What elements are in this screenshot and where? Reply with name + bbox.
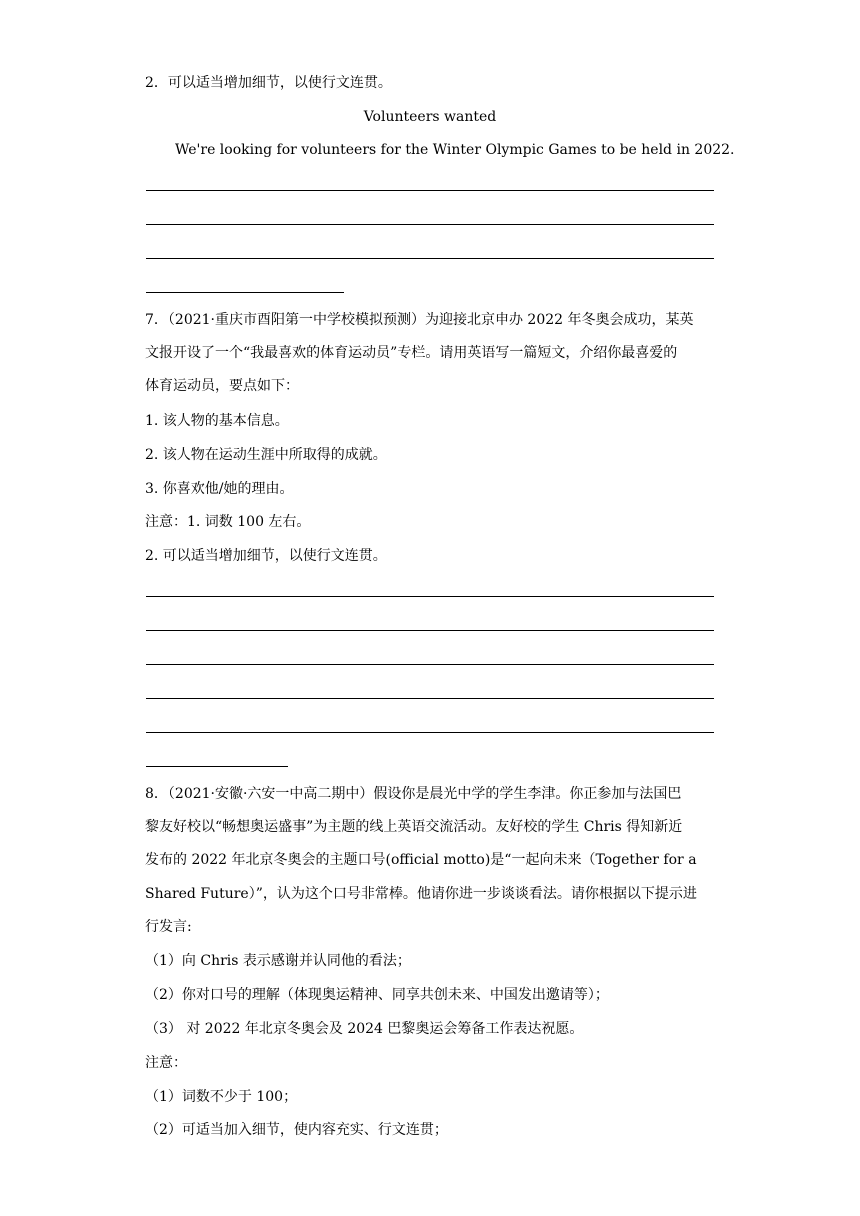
answer-line [146, 258, 714, 259]
answer-line [146, 732, 714, 733]
q7-note-1: 注意：1. 词数 100 左右。 [145, 514, 311, 530]
q7-prompt-line-2: 文报开设了一个“我最喜欢的体育运动员”专栏。请用英语写一篇短文，介绍你最喜爱的 [145, 345, 678, 361]
q8-prompt-line-1: 8．（2021·安徽·六安一中高二期中）假设你是晨光中学的学生李津。你正参加与法国巴 [145, 786, 682, 802]
q8-prompt-line-3: 发布的 2022 年北京冬奥会的主题口号(official motto)是“一起向未来（Together for a [145, 852, 697, 868]
q8-prompt-line-4: Shared Future）”，认为这个口号非常棒。他请你进一步谈谈看法。请你根据以下提示进 [145, 886, 697, 902]
q7-note-2: 2. 可以适当增加细节，以使行文连贯。 [145, 548, 387, 564]
q7-point-1: 1. 该人物的基本信息。 [145, 413, 289, 429]
answer-line [146, 190, 714, 191]
q6-note-2: 2．可以适当增加细节，以使行文连贯。 [145, 75, 392, 91]
q8-point-1: （1）向 Chris 表示感谢并认同他的看法； [145, 953, 411, 969]
q8-prompt-line-2: 黎友好校以“畅想奥运盛事”为主题的线上英语交流活动。友好校的学生 Chris 得知新近 [145, 819, 683, 835]
q8-note-2: （2）可适当加入细节，使内容充实、行文连贯； [145, 1122, 448, 1138]
q6-passage-opening: We're looking for volunteers for the Winter Olympic Games to be held in 2022. [175, 142, 735, 158]
q8-prompt-line-5: 行发言: [145, 919, 192, 935]
answer-line [146, 596, 714, 597]
q8-point-3: （3） 对 2022 年北京冬奥会及 2024 巴黎奥运会筹备工作表达祝愿。 [145, 1021, 584, 1037]
answer-line [146, 698, 714, 699]
answer-line [146, 630, 714, 631]
q7-point-2: 2. 该人物在运动生涯中所取得的成就。 [145, 447, 387, 463]
answer-line-short [146, 292, 344, 293]
q7-prompt-line-3: 体育运动员，要点如下： [145, 378, 299, 394]
q8-point-2: （2）你对口号的理解（体现奥运精神、同享共创未来、中国发出邀请等）； [145, 987, 609, 1003]
q8-note-1: （1）词数不少于 100； [145, 1089, 298, 1105]
answer-line-short [146, 766, 288, 767]
q8-note-label: 注意： [145, 1055, 187, 1071]
q6-passage-title: Volunteers wanted [363, 109, 497, 125]
answer-line [146, 664, 714, 665]
q7-point-3: 3. 你喜欢他/她的理由。 [145, 481, 294, 497]
q7-prompt-line-1: 7．（2021·重庆市酉阳第一中学校模拟预测）为迎接北京申办 2022 年冬奥会成功，某英 [145, 312, 694, 328]
answer-line [146, 224, 714, 225]
